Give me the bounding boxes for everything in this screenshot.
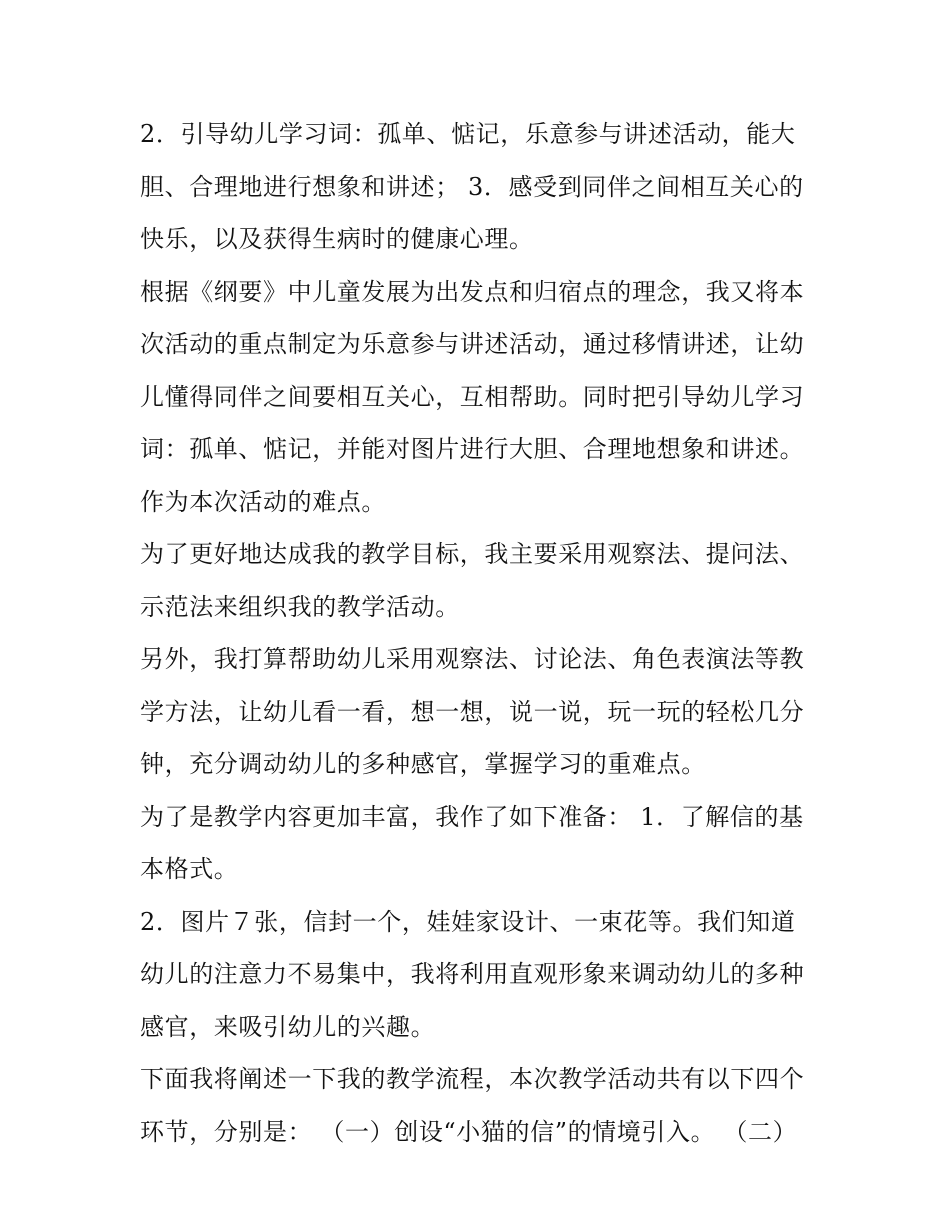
text-line: 为了是教学内容更加丰富，我作了如下准备： 1．了解信的基 [140,802,804,831]
text-line: 胆、合理地进行想象和讲述； 3．感受到同伴之间相互关心的 [140,172,804,201]
text-line: 另外，我打算帮助幼儿采用观察法、讨论法、角色表演法等教 [140,645,805,673]
text-line: 钟，充分调动幼儿的多种感官，掌握学习的重难点。 [140,750,706,778]
document-body [140,108,820,1158]
text-line: 为了更好地达成我的教学目标，我主要采用观察法、提问法、 [140,540,805,568]
text-line: 2．图片７张，信封一个，娃娃家设计、一束花等。我们知道 [140,907,796,936]
text-line: 幼儿的注意力不易集中，我将利用直观形象来调动幼儿的多种 [140,960,805,988]
text-line: 作为本次活动的难点。 [140,487,386,516]
text-line: 快乐，以及获得生病时的健康心理。 [140,225,534,253]
text-line: 环节，分别是： （一）创设“小猫的信”的情境引入。 （二） [140,1117,798,1146]
text-line: 本格式。 [140,855,239,883]
text-line: 感官，来吸引幼儿的兴趣。 [140,1012,436,1041]
text-line: 儿懂得同伴之间要相互关心，互相帮助。同时把引导幼儿学习 [140,382,805,411]
text-line: 2．引导幼儿学习词：孤单、惦记，乐意参与讲述活动，能大 [140,120,796,148]
text-line: 次活动的重点制定为乐意参与讲述活动，通过移情讲述，让幼 [140,330,805,358]
text-line: 下面我将阐述一下我的教学流程，本次教学活动共有以下四个 [140,1065,805,1093]
text-line: 学方法，让幼儿看一看，想一想，说一说，玩一玩的轻松几分 [140,697,805,726]
text-line: 根据《纲要》中儿童发展为出发点和归宿点的理念，我又将本 [140,277,805,306]
text-line: 词：孤单、惦记，并能对图片进行大胆、合理地想象和讲述。 [140,435,805,463]
text-line: 示范法来组织我的教学活动。 [140,592,460,621]
